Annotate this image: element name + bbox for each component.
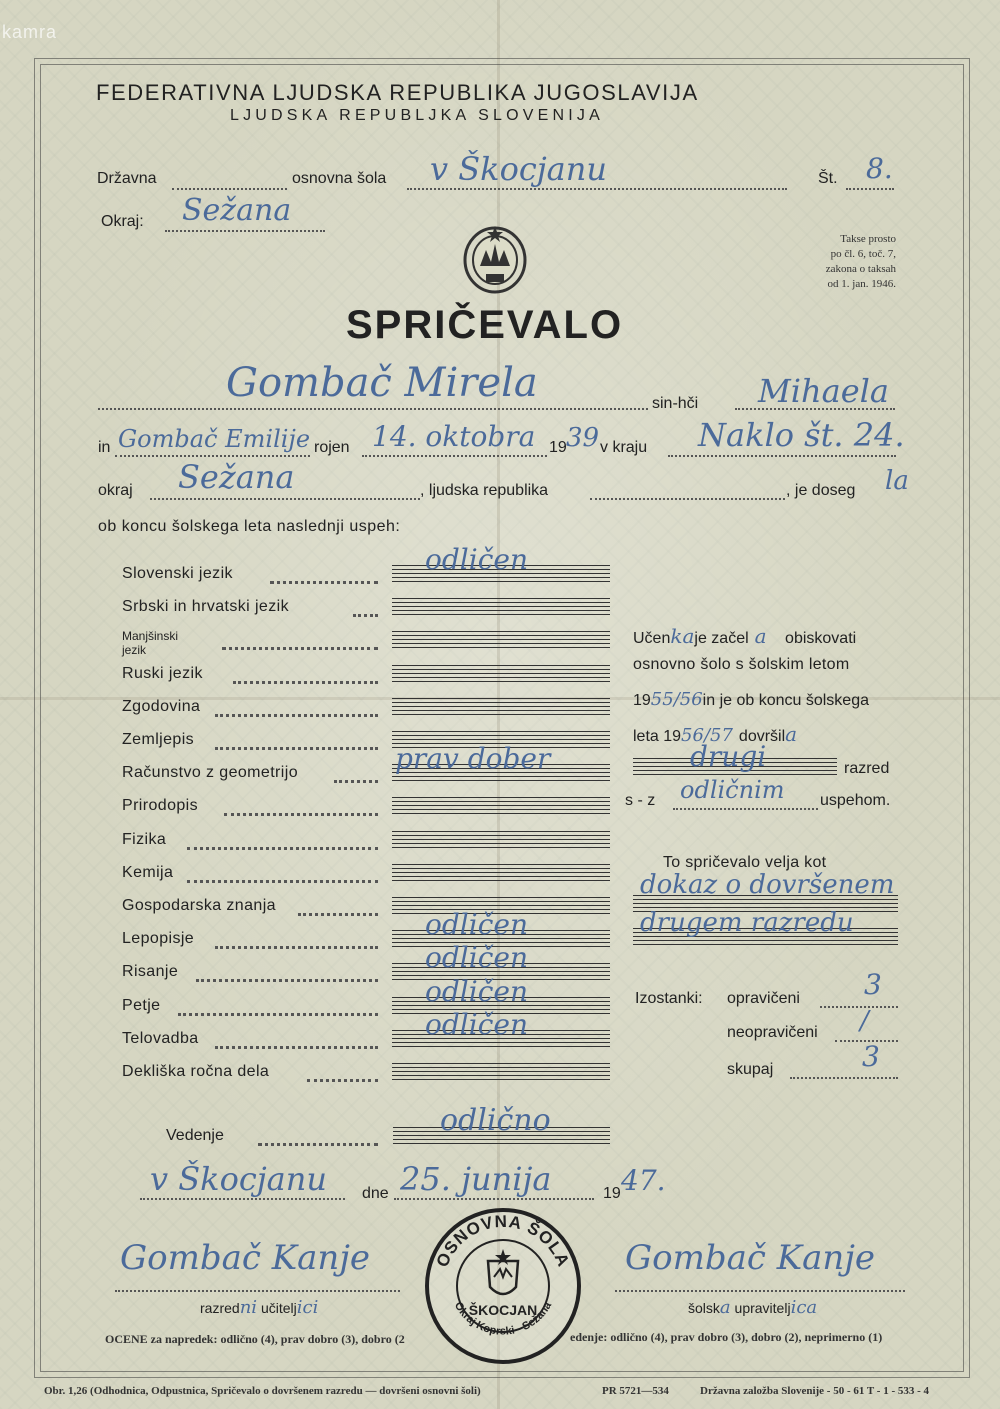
opraviceni-label: opravičeni	[727, 990, 800, 1007]
right-sign-caption: šolska upraviteljica	[688, 1297, 818, 1318]
subject-dots	[298, 913, 378, 916]
document-title: SPRIČEVALO	[346, 303, 624, 347]
subject-label: Petje	[122, 997, 161, 1014]
subject-dots	[187, 880, 378, 883]
subject-label: Gospodarska znanja	[122, 897, 276, 914]
subject-dots	[215, 1046, 378, 1049]
subject-grade: odličen	[425, 941, 528, 974]
skupaj-value: 3	[862, 1040, 880, 1073]
uspehom-label: uspehom.	[820, 792, 891, 809]
okraj-label: Okraj:	[101, 213, 144, 230]
drzavna-label: Državna	[97, 170, 157, 187]
birth-date-value: 14. oktobra	[372, 420, 536, 453]
subject-dots	[215, 946, 378, 949]
subject-dots	[353, 614, 378, 617]
subject-label: Slovenski jezik	[122, 565, 233, 582]
right-sign-line	[615, 1290, 905, 1292]
subject-dots	[187, 847, 378, 850]
dosegel-label: , je doseg	[786, 482, 856, 499]
velja-label: To spričevalo velja kot	[663, 854, 827, 871]
subject-label-2: jezik	[122, 643, 147, 657]
footer-left: Obr. 1,26 (Odhodnica, Odpustnica, Spričevalo o dovršenem razredu — dovršeni osnovni šoli)	[44, 1385, 481, 1397]
velja-value-1: dokaz o dovršenem	[640, 870, 895, 900]
republika-label: , ljudska republika	[420, 482, 549, 499]
subject-dots	[222, 647, 378, 650]
drzavna-line	[172, 188, 287, 190]
vedenje-dots	[258, 1143, 378, 1146]
footer-mid: PR 5721—534	[602, 1385, 669, 1397]
subject-grade: odličen	[425, 908, 528, 941]
subject-dots	[270, 581, 378, 584]
school-stamp	[422, 1205, 584, 1367]
okraj-value: Sežana	[182, 193, 292, 228]
subject-label: Risanje	[122, 963, 179, 980]
birthdate-line	[362, 455, 547, 457]
subject-grade: odličen	[425, 543, 528, 576]
mother-line	[115, 455, 310, 457]
footer-right: Državna založba Slovenije - 50 - 61 T - 1 - 533 - 4	[700, 1385, 930, 1397]
subject-dots	[215, 747, 378, 750]
date-place-value: v Škocjanu	[150, 1160, 327, 1198]
in-label: in	[98, 439, 111, 456]
subject-dots	[307, 1079, 378, 1082]
velja-value-2: drugem razredu	[640, 908, 854, 938]
subject-grade-lines	[392, 864, 610, 880]
okraj-line	[165, 230, 325, 232]
subject-label: Ruski jezik	[122, 665, 203, 682]
ocene-legend-left: OCENE za napredek: odlično (4), prav dobro (3), dobro (2	[105, 1332, 405, 1346]
svg-text:OSNOVNA ŠOLA: OSNOVNA ŠOLA	[432, 1211, 574, 1270]
header-line-1: FEDERATIVNA LJUDSKA REPUBLIKA JUGOSLAVIJA	[96, 80, 699, 105]
subject-label: Zgodovina	[122, 698, 201, 715]
osnovna-sola-label: osnovna šola	[292, 170, 387, 187]
razred-value: drugi	[690, 740, 767, 773]
year-value: 47.	[621, 1164, 666, 1197]
subject-dots	[215, 714, 378, 717]
birth-year-prefix: 19	[549, 439, 567, 456]
subject-dots	[178, 1013, 378, 1016]
date-line	[394, 1198, 594, 1200]
vedenje-label: Vedenje	[166, 1127, 224, 1144]
uspeh-value: odličnim	[680, 776, 785, 804]
subject-dots	[224, 813, 378, 816]
subject-label: Kemija	[122, 864, 174, 881]
sinhci-label: sin-hči	[652, 395, 699, 412]
left-signature: Gombač Kanje	[120, 1238, 370, 1278]
st-label: Št.	[818, 170, 838, 187]
ocene-legend-right: edenje: odlično (4), prav dobro (3), dobro (2), neprimerno (1)	[570, 1330, 883, 1344]
uspeh-line	[673, 808, 818, 810]
subject-label: Manjšinski	[122, 629, 179, 643]
dosegel-suffix: la	[885, 466, 909, 496]
subject-label: Prirodopis	[122, 797, 199, 814]
subject-grade-lines	[392, 831, 610, 847]
okraj2-line	[150, 498, 420, 500]
subject-dots	[334, 780, 378, 783]
subject-grade-lines	[392, 631, 610, 647]
opraviceni-value: 3	[864, 968, 882, 1001]
subject-label: Računstvo z geometrijo	[122, 764, 298, 781]
subject-grade-lines	[392, 665, 610, 681]
skupaj-label: skupaj	[727, 1061, 774, 1078]
st-value: 8.	[866, 152, 893, 185]
subject-grade-lines	[392, 598, 610, 614]
subject-grade-lines	[392, 698, 610, 714]
subject-grade: odličen	[425, 1008, 528, 1041]
date-value: 25. junija	[400, 1160, 552, 1198]
vedenje-grade: odlično	[440, 1103, 551, 1138]
z-label: s - z	[625, 792, 656, 809]
right-signature: Gombač Kanje	[625, 1238, 875, 1278]
uspeh-intro: ob koncu šolskega leta naslednji uspeh:	[98, 518, 401, 535]
subject-dots	[233, 681, 378, 684]
svg-text:ŠKOCJAN: ŠKOCJAN	[468, 1302, 538, 1318]
date-place-line	[140, 1198, 345, 1200]
left-sign-caption: razredni učiteljici	[200, 1297, 319, 1318]
ucen-line: Učenkaje začel a obiskovati	[633, 624, 857, 648]
subject-grade-lines	[392, 797, 610, 813]
mother-value: Gombač Emilije	[118, 425, 311, 453]
student-name: Gombač Mirela	[226, 360, 538, 406]
name-line	[98, 408, 648, 410]
razred-label: razred	[844, 760, 890, 777]
okraj2-label: okraj	[98, 482, 133, 499]
watermark: kamra	[2, 22, 58, 42]
dne-label: dne	[362, 1185, 389, 1202]
birth-place-value: Naklo št. 24.	[698, 416, 905, 454]
subject-dots	[196, 979, 378, 982]
place-line	[668, 455, 896, 457]
subject-grade: prav dober	[395, 742, 551, 775]
school-value: v Škocjanu	[430, 150, 607, 188]
subject-label: Srbski in hrvatski jezik	[122, 598, 289, 615]
subject-label: Zemljepis	[122, 731, 195, 748]
st-line	[846, 188, 894, 190]
neopraviceni-value: /	[860, 1006, 869, 1036]
year-prefix: 19	[603, 1185, 621, 1202]
subject-label: Telovadba	[122, 1030, 199, 1047]
svg-text:Okraj Koprski - Sežana: Okraj Koprski - Sežana	[451, 1300, 555, 1338]
rojen-label: rojen	[314, 439, 350, 456]
opraviceni-line	[820, 1006, 898, 1008]
neopraviceni-label: neopravičeni	[727, 1024, 818, 1041]
skupaj-line	[790, 1077, 898, 1079]
coat-of-arms-icon	[460, 222, 530, 294]
tax-note: Takse prosto po čl. 6, toč. 7, zakona o taksah od 1. jan. 1946.	[825, 233, 896, 290]
school-line	[407, 188, 787, 190]
okraj2-value: Sežana	[178, 458, 295, 496]
subject-label: Fizika	[122, 831, 167, 848]
osnovno-solo-line: osnovno šolo s šolskim letom	[633, 656, 850, 673]
parent-value: Mihaela	[758, 372, 889, 410]
subject-grade: odličen	[425, 975, 528, 1008]
left-sign-line	[115, 1290, 400, 1292]
izostanki-label: Izostanki:	[635, 990, 703, 1007]
subject-label: Dekliška ročna dela	[122, 1063, 270, 1080]
v-kraju-label: v kraju	[600, 439, 648, 456]
end-year-line: leta 1956/57 dovršila	[633, 722, 798, 746]
subject-grade-lines	[392, 1063, 610, 1079]
start-year-line: 1955/56in je ob koncu šolskega	[633, 689, 869, 710]
header-line-2: LJUDSKA REPUBLJKA SLOVENIJA	[230, 107, 604, 124]
birth-year-value: 39	[566, 423, 600, 453]
subject-label: Lepopisje	[122, 930, 195, 947]
republika-line	[590, 498, 785, 500]
